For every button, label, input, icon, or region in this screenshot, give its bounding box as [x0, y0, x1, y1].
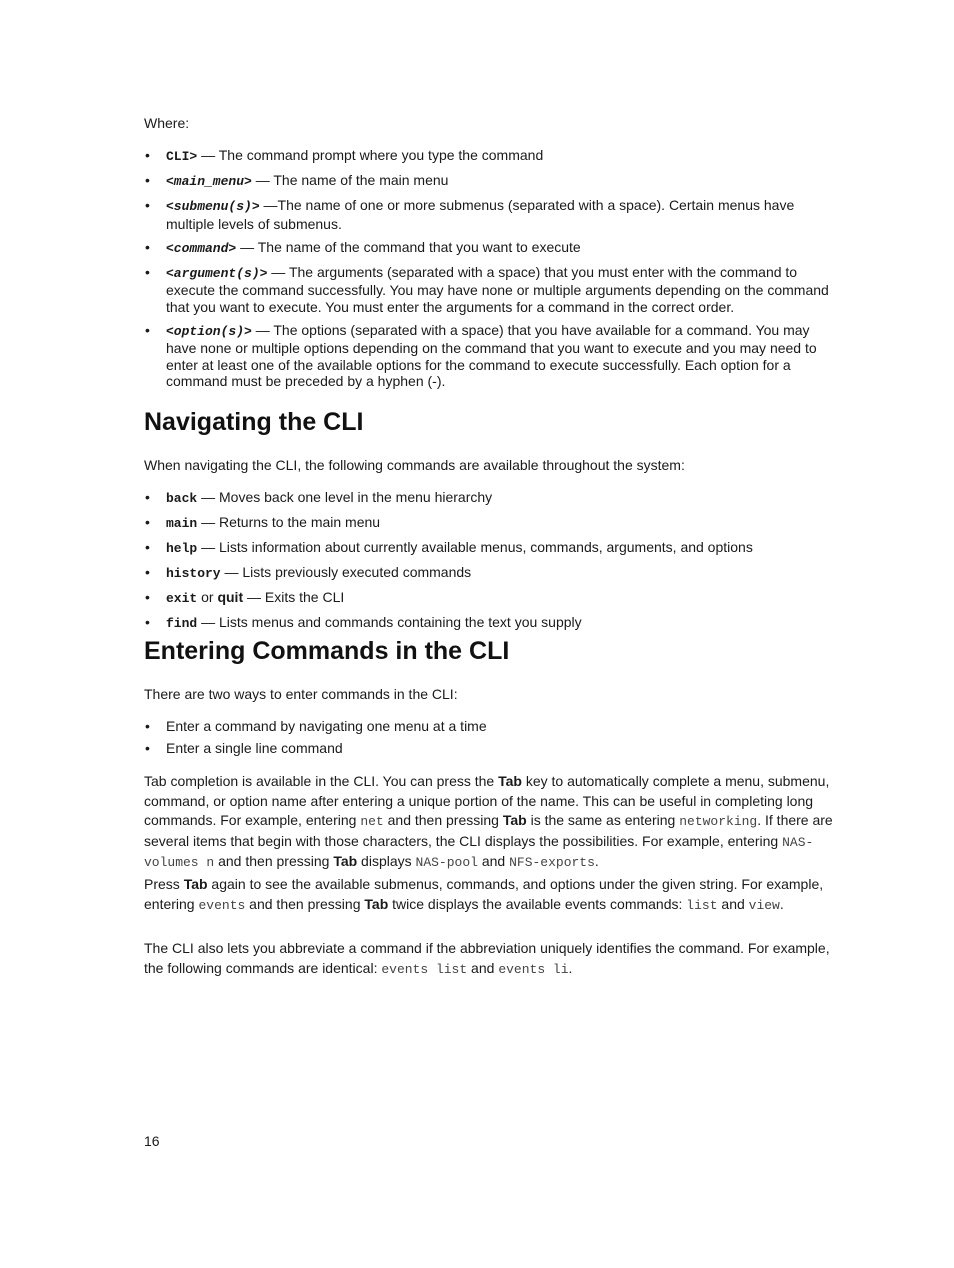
where-label: Where:	[144, 115, 190, 131]
abbreviation-paragraph: The CLI also lets you abbreviate a command if the abbreviation uniquely identifies the command. For example, the following commands are identical: events list and events li.	[144, 940, 830, 977]
list-item: • CLI> — The command prompt where you type the command	[144, 147, 834, 166]
syntax-list	[144, 147, 834, 390]
list-item: • help — Lists information about currently available menus, commands, arguments, and options	[144, 539, 834, 558]
list-item: • exit or quit — Exits the CLI	[144, 589, 834, 608]
list-item: • back — Moves back one level in the menu hierarchy	[144, 489, 834, 508]
section-heading-navigating: Navigating the CLI	[144, 408, 364, 436]
list-item: • <argument(s)> — The arguments (separated with a space) that you must enter with the command to execute the command successfully. You may have none or multiple arguments depending on the command that you want to execute. You must enter the arguments for a command in the correct order.	[144, 264, 834, 316]
list-item: • <command> — The name of the command that you want to execute	[144, 239, 834, 258]
list-item: • main — Returns to the main menu	[144, 514, 834, 533]
entering-methods-list	[144, 718, 834, 757]
list-item: • <option(s)> — The options (separated with a space) that you have available for a command. You may have none or multiple options depending on the command that you want to execute and you may need to enter at least one of the available options for the command to execute successfully. Each option for a command must be preceded by a hyphen (-).	[144, 322, 834, 390]
tab-again-paragraph: Press Tab again to see the available submenus, commands, and options under the given string. For example, entering events and then pressing Tab twice displays the available events commands: list and view.	[144, 876, 824, 913]
list-item: • Enter a command by navigating one menu at a time	[144, 718, 834, 735]
list-item: • Enter a single line command	[144, 740, 834, 757]
list-item: • <submenu(s)> —The name of one or more submenus (separated with a space). Certain menus have multiple levels of submenus.	[144, 197, 834, 232]
navigation-command-list	[144, 489, 834, 633]
navigating-intro: When navigating the CLI, the following commands are available throughout the system:	[144, 457, 685, 473]
list-item: • history — Lists previously executed commands	[144, 564, 834, 583]
entering-intro: There are two ways to enter commands in the CLI:	[144, 686, 458, 702]
tab-completion-paragraph: Tab completion is available in the CLI. You can press the Tab key to automatically complete a menu, submenu, command, or option name after entering a unique portion of the name. This can be useful in completing long commands. For example, entering net and then pressing Tab is the same as entering networking. If there are several items that begin with those characters, the CLI displays the possibilities. For example, entering NAS-volumes n and then pressing Tab displays NAS-pool and NFS-exports.	[144, 773, 833, 870]
list-item: • <main_menu> — The name of the main menu	[144, 172, 834, 191]
page-number: 16	[144, 1133, 160, 1149]
list-item: • find — Lists menus and commands containing the text you supply	[144, 614, 834, 633]
section-heading-entering: Entering Commands in the CLI	[144, 637, 510, 665]
